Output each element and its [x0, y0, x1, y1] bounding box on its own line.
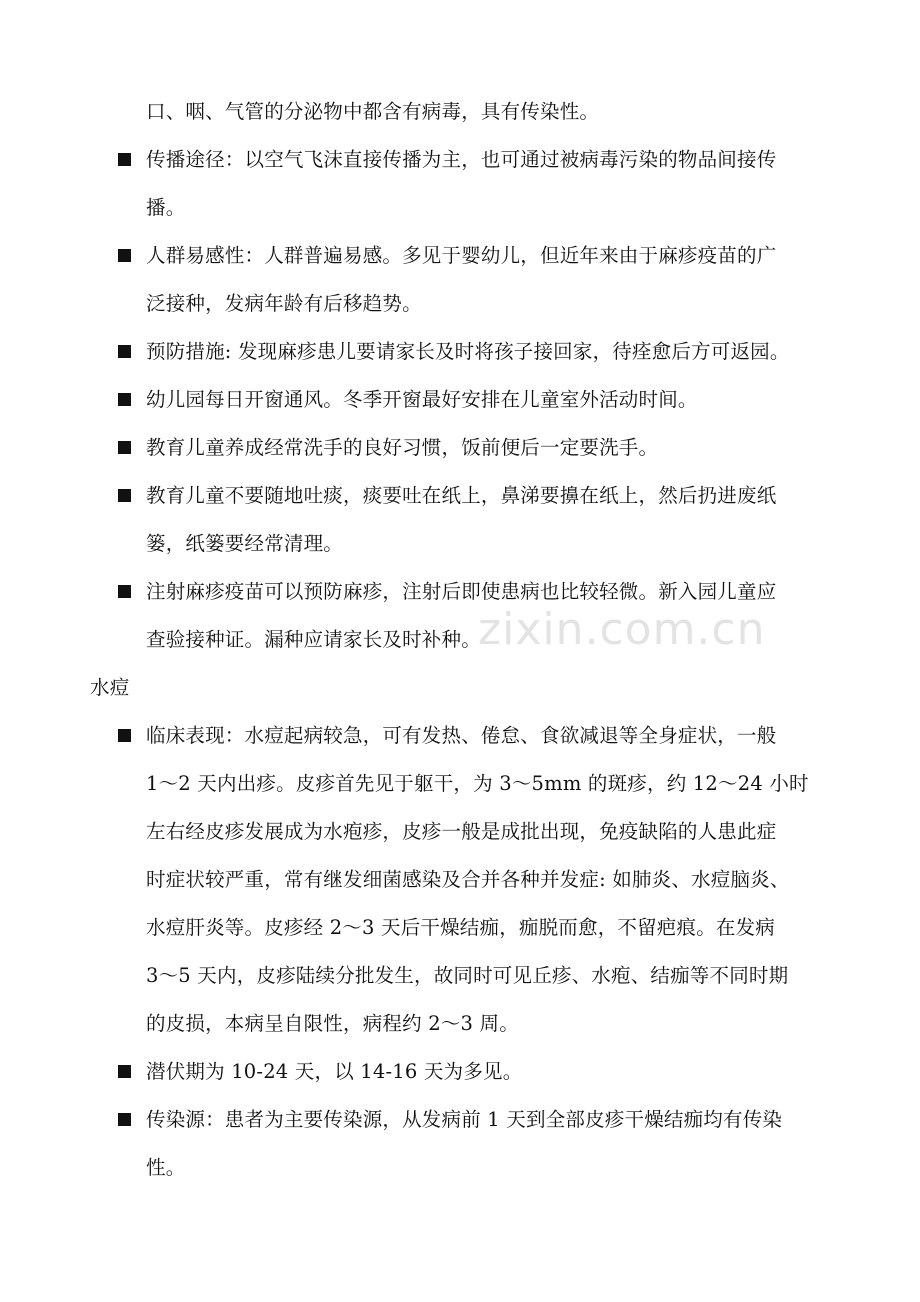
bullet-item-line — [0, 1098, 920, 1146]
continuation-line — [0, 858, 920, 906]
line-text: 传染源：患者为主要传染源，从发病前 1 天到全部皮疹干燥结痂均有传染 — [146, 1108, 783, 1131]
square-bullet-icon — [118, 489, 131, 502]
line-text: 注射麻疹疫苗可以预防麻疹，注射后即使患病也比较轻微。新入园儿童应 — [146, 580, 777, 603]
line-text: 时症状较严重，常有继发细菌感染及合并各种并发症: 如肺炎、水痘脑炎、 — [146, 868, 790, 891]
square-bullet-icon — [118, 729, 131, 742]
line-text: 性。 — [146, 1156, 186, 1179]
continuation-line — [0, 282, 920, 330]
bullet-item-line — [0, 138, 920, 186]
square-bullet-icon — [118, 393, 131, 406]
bullet-item-line — [0, 714, 920, 762]
line-text: 的皮损，本病呈自限性，病程约 2～3 周。 — [146, 1012, 519, 1035]
bullet-item-line — [0, 1050, 920, 1098]
continuation-line — [0, 522, 920, 570]
continuation-line — [0, 618, 920, 666]
line-text: 人群易感性：人群普遍易感。多见于婴幼儿，但近年来由于麻疹疫苗的广 — [146, 244, 777, 267]
square-bullet-icon — [118, 1065, 131, 1078]
continuation-line — [0, 1146, 920, 1194]
continuation-line — [0, 1002, 920, 1050]
line-text: 教育儿童养成经常洗手的良好习惯，饭前便后一定要洗手。 — [146, 436, 659, 459]
line-text: 口、咽、气管的分泌物中都含有病毒，具有传染性。 — [146, 100, 600, 123]
square-bullet-icon — [118, 345, 131, 358]
square-bullet-icon — [118, 249, 131, 262]
line-text: 潜伏期为 10-24 天，以 14-16 天为多见。 — [146, 1060, 523, 1083]
line-text: 泛接种，发病年龄有后移趋势。 — [146, 292, 422, 315]
bullet-item-line — [0, 570, 920, 618]
line-text: 水痘肝炎等。皮疹经 2～3 天后干燥结痂，痂脱而愈，不留疤痕。在发病 — [146, 916, 776, 939]
continuation-line — [0, 90, 920, 138]
line-text: 3～5 天内，皮疹陆续分批发生，故同时可见丘疹、水疱、结痂等不同时期 — [146, 964, 789, 987]
bullet-item-line — [0, 234, 920, 282]
section-heading — [0, 666, 920, 714]
square-bullet-icon — [118, 441, 131, 454]
line-text: 1～2 天内出疹。皮疹首先见于躯干，为 3～5mm 的斑疹，约 12～24 小时 — [146, 772, 809, 795]
line-text: 播。 — [146, 196, 186, 219]
document-body — [0, 90, 920, 1194]
continuation-line — [0, 954, 920, 1002]
continuation-line — [0, 186, 920, 234]
line-text: 临床表现：水痘起病较急，可有发热、倦怠、食欲减退等全身症状，一般 — [146, 724, 777, 747]
line-text: 教育儿童不要随地吐痰，痰要吐在纸上，鼻涕要擤在纸上，然后扔进废纸 — [146, 484, 777, 507]
square-bullet-icon — [118, 153, 131, 166]
bullet-item-line — [0, 474, 920, 522]
continuation-line — [0, 810, 920, 858]
bullet-item-line — [0, 330, 920, 378]
line-text: 篓，纸篓要经常清理。 — [146, 532, 344, 555]
bullet-item-line — [0, 426, 920, 474]
line-text: 预防措施: 发现麻疹患儿要请家长及时将孩子接回家，待痊愈后方可返园。 — [146, 340, 790, 363]
line-text: 左右经皮疹发展成为水疱疹，皮疹一般是成批出现，免疫缺陷的人患此症 — [146, 820, 777, 843]
continuation-line — [0, 762, 920, 810]
square-bullet-icon — [118, 585, 131, 598]
continuation-line — [0, 906, 920, 954]
watermark: zixin.com.cn — [478, 604, 766, 655]
line-text: 幼儿园每日开窗通风。冬季开窗最好安排在儿童室外活动时间。 — [146, 388, 698, 411]
square-bullet-icon — [118, 1113, 131, 1126]
heading-text: 水痘 — [90, 676, 130, 699]
line-text: 传播途径：以空气飞沫直接传播为主，也可通过被病毒污染的物品间接传 — [146, 148, 777, 171]
line-text: 查验接种证。漏种应请家长及时补种。 — [146, 628, 481, 651]
bullet-item-line — [0, 378, 920, 426]
